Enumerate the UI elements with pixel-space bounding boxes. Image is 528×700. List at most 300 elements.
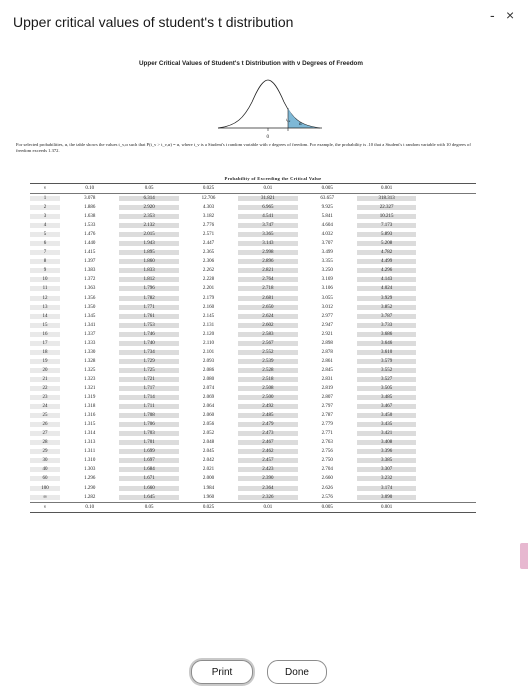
window-title: Upper critical values of student's t distribution (13, 14, 294, 30)
critical-value-cell: 1.330 (84, 349, 96, 355)
table-row (30, 257, 476, 266)
df-cell: 19 (30, 359, 60, 364)
critical-value-cell: 2.787 (321, 413, 333, 419)
table-row (30, 411, 476, 420)
alpha-footer: 0.05 (144, 504, 154, 510)
critical-value-cell: 3.929 (357, 296, 416, 301)
critical-value-cell: 4.541 (238, 214, 297, 219)
column-header-row (30, 184, 476, 193)
critical-value-cell: 1.771 (119, 305, 178, 310)
alpha-header: 0.05 (144, 186, 154, 191)
critical-value-cell: 4.604 (321, 223, 333, 229)
critical-value-cell: 3.307 (357, 467, 416, 472)
critical-value-cell: 1.812 (119, 277, 178, 282)
critical-value-cell: 1.645 (119, 495, 178, 500)
critical-value-cell: 2.998 (238, 250, 297, 255)
critical-value-cell: 2.101 (202, 349, 215, 355)
alpha-header: 0.001 (381, 186, 393, 191)
df-header: ν (43, 186, 47, 191)
critical-value-cell: 1.328 (84, 358, 96, 364)
critical-value-cell: 1.533 (84, 223, 96, 229)
table-row (30, 321, 476, 330)
critical-value-cell: 2.845 (321, 367, 333, 373)
critical-value-cell: 2.060 (202, 413, 215, 419)
critical-value-cell: 1.701 (119, 440, 178, 445)
density-curve (218, 80, 320, 128)
critical-value-cell: 2.000 (202, 476, 215, 482)
shaded-tail-area (288, 108, 320, 128)
critical-value-cell: 2.086 (202, 367, 215, 373)
table-row (30, 221, 476, 230)
df-cell: 2 (30, 205, 60, 210)
df-cell: 3 (30, 214, 60, 219)
critical-value-cell: 2.045 (202, 449, 215, 455)
critical-value-cell: 2.704 (321, 467, 333, 473)
critical-value-cell: 1.706 (119, 422, 178, 427)
table-rule-bottom (30, 512, 476, 513)
critical-value-cell: 2.508 (238, 386, 297, 391)
table-row (30, 230, 476, 239)
df-cell: 21 (30, 377, 60, 382)
critical-value-cell: 3.169 (321, 277, 333, 283)
critical-value-cell: 3.232 (357, 476, 416, 481)
t-table (30, 176, 476, 513)
critical-value-cell: 1.697 (119, 458, 178, 463)
alpha-footer: 0.10 (85, 504, 95, 510)
table-row (30, 266, 476, 275)
critical-value-cell: 2.500 (238, 395, 297, 400)
critical-value-cell: 2.750 (321, 458, 333, 464)
critical-value-cell: 6.965 (238, 205, 297, 210)
critical-value-cell: 1.734 (119, 350, 178, 355)
critical-value-cell: 2.052 (202, 431, 215, 437)
critical-value-cell: 2.921 (321, 331, 333, 337)
critical-value-cell: 1.372 (84, 277, 96, 283)
document-title: Upper Critical Values of Student's t Distribution with ν Degrees of Freedom (138, 60, 364, 67)
df-cell: 60 (30, 476, 60, 481)
critical-value-cell: 3.365 (238, 232, 297, 237)
critical-value-cell: 2.093 (202, 358, 215, 364)
critical-value-cell: 3.385 (357, 458, 416, 463)
critical-value-cell: 2.920 (119, 205, 178, 210)
critical-value-cell: 2.462 (238, 449, 297, 454)
critical-value-cell: 3.527 (357, 377, 416, 382)
critical-value-cell: 1.796 (119, 286, 178, 291)
critical-value-cell: 2.718 (238, 286, 297, 291)
critical-value-cell: 3.646 (357, 341, 416, 346)
table-row (30, 212, 476, 221)
critical-value-cell: 2.776 (202, 223, 215, 229)
critical-value-cell: 318.313 (357, 196, 416, 201)
critical-value-cell: 2.571 (202, 232, 215, 238)
critical-value-cell: 4.303 (202, 205, 215, 211)
critical-value-cell: 3.707 (321, 241, 333, 247)
critical-value-cell: 4.499 (357, 259, 416, 264)
critical-value-cell: 1.325 (84, 367, 96, 373)
done-button[interactable]: Done (267, 660, 327, 684)
critical-value-cell: 2.326 (238, 495, 297, 500)
critical-value-cell: 2.306 (202, 259, 215, 265)
critical-value-cell: 2.576 (321, 494, 333, 500)
critical-value-cell: 1.319 (84, 395, 96, 401)
critical-value-cell: 2.650 (238, 305, 297, 310)
df-cell: 40 (30, 467, 60, 472)
alpha-header: 0.01 (263, 186, 273, 191)
critical-value-cell: 3.747 (238, 223, 297, 228)
critical-value-cell: 2.056 (202, 422, 215, 428)
critical-value-cell: 2.763 (321, 440, 333, 446)
intro-text: For selected probabilities, α, the table shows the values t_ν,α such that P(t_ν > t_ν,α) = α, where t_ν is a Student's t random variable with ν degrees of freedom. For example, the probability is .10 that a Student's t random variable with 10 degrees of freedom exceeds 1.372. (16, 142, 471, 153)
table-row (30, 420, 476, 429)
critical-value-cell: 1.313 (84, 440, 96, 446)
df-cell: 4 (30, 223, 60, 228)
df-cell: 6 (30, 241, 60, 246)
critical-value-cell: 3.686 (357, 332, 416, 337)
critical-value-cell: 2.485 (238, 413, 297, 418)
critical-value-cell: 1.383 (84, 268, 96, 274)
critical-value-cell: 1.860 (119, 259, 178, 264)
critical-value-cell: 2.861 (321, 358, 333, 364)
df-cell: 8 (30, 259, 60, 264)
critical-value-cell: 1.310 (84, 458, 96, 464)
critical-value-cell: 2.015 (119, 232, 178, 237)
critical-value-cell: 7.173 (357, 223, 416, 228)
side-scroll-tab[interactable] (520, 543, 528, 569)
df-cell: 20 (30, 368, 60, 373)
critical-value-cell: 1.350 (84, 304, 96, 310)
critical-value-cell: 1.296 (84, 476, 96, 482)
alpha-footer: 0.025 (202, 504, 215, 510)
critical-value-cell: 1.397 (84, 259, 96, 265)
df-cell: 28 (30, 440, 60, 445)
critical-value-cell: 12.706 (201, 196, 216, 202)
critical-value-cell: 2.064 (202, 404, 215, 410)
critical-value-cell: 2.626 (321, 485, 333, 491)
df-cell: 18 (30, 350, 60, 355)
critical-value-cell: 1.782 (119, 296, 178, 301)
df-cell: 17 (30, 341, 60, 346)
critical-value-cell: 2.179 (202, 295, 215, 301)
critical-value-cell: 2.447 (202, 241, 215, 247)
alpha-footer: 0.01 (263, 504, 273, 510)
alpha-footer: 0.001 (381, 504, 393, 510)
critical-value-cell: 5.208 (357, 241, 416, 246)
critical-value-cell: 2.457 (238, 458, 297, 463)
critical-value-cell: 2.145 (202, 313, 215, 319)
critical-value-cell: 2.779 (321, 422, 333, 428)
critical-value-cell: 1.356 (84, 295, 96, 301)
critical-value-cell: 1.943 (119, 241, 178, 246)
critical-value-cell: 3.012 (321, 304, 333, 310)
critical-value-cell: 3.421 (357, 431, 416, 436)
critical-value-cell: 3.355 (321, 259, 333, 265)
critical-value-cell: 1.833 (119, 268, 178, 273)
critical-value-cell: 2.467 (238, 440, 297, 445)
critical-value-cell: 1.753 (119, 323, 178, 328)
critical-value-cell: 1.886 (84, 205, 96, 211)
table-row (30, 194, 476, 203)
table-row (30, 284, 476, 293)
critical-value-cell: 2.120 (202, 331, 215, 337)
critical-value-cell: 2.021 (202, 467, 215, 473)
critical-value-cell: 63.657 (320, 196, 335, 202)
critical-value-cell: 2.977 (321, 313, 333, 319)
critical-value-cell: 3.450 (357, 413, 416, 418)
df-cell: 9 (30, 268, 60, 273)
critical-value-cell: 1.960 (202, 494, 215, 500)
table-row (30, 312, 476, 321)
critical-value-cell: 1.714 (119, 395, 178, 400)
table-row (30, 429, 476, 438)
critical-value-cell: 2.423 (238, 467, 297, 472)
critical-value-label: $t_{\nu,\alpha}$ (286, 118, 291, 123)
critical-value-cell: 2.353 (119, 214, 178, 219)
critical-value-cell: 1.303 (84, 467, 96, 473)
table-row (30, 456, 476, 465)
critical-value-cell: 2.110 (202, 340, 215, 346)
df-cell: 10 (30, 277, 60, 282)
table-row (30, 474, 476, 483)
df-cell: 1 (30, 196, 60, 201)
critical-value-cell: 2.364 (238, 486, 297, 491)
critical-value-cell: 1.314 (84, 431, 96, 437)
critical-value-cell: 1.984 (202, 485, 215, 491)
table-row (30, 339, 476, 348)
critical-value-cell: 3.579 (357, 359, 416, 364)
critical-value-cell: 2.552 (238, 350, 297, 355)
critical-value-cell: 2.131 (202, 322, 215, 328)
df-cell: 15 (30, 323, 60, 328)
critical-value-cell: 1.638 (84, 214, 96, 220)
critical-value-cell: 3.106 (321, 286, 333, 292)
critical-value-cell: 2.896 (238, 259, 297, 264)
t-distribution-figure (216, 68, 326, 140)
table-row (30, 203, 476, 212)
table-row (30, 384, 476, 393)
alpha-header: 0.10 (85, 186, 95, 191)
critical-value-cell: 2.528 (238, 368, 297, 373)
critical-value-cell: 2.492 (238, 404, 297, 409)
critical-value-cell: 1.717 (119, 386, 178, 391)
critical-value-cell: 2.080 (202, 376, 215, 382)
critical-value-cell: 1.315 (84, 422, 96, 428)
critical-value-cell: 3.090 (357, 495, 416, 500)
critical-value-cell: 2.660 (321, 476, 333, 482)
critical-value-cell: 2.074 (202, 386, 215, 391)
critical-value-cell: 2.048 (202, 440, 215, 446)
df-cell: 23 (30, 395, 60, 400)
table-row (30, 330, 476, 339)
critical-value-cell: 2.583 (238, 332, 297, 337)
critical-value-cell: 2.567 (238, 341, 297, 346)
critical-value-cell: 3.505 (357, 386, 416, 391)
table-row (30, 239, 476, 248)
critical-value-cell: 1.323 (84, 376, 96, 382)
critical-value-cell: 4.296 (357, 268, 416, 273)
critical-value-cell: 9.925 (321, 205, 333, 211)
critical-value-cell: 2.539 (238, 359, 297, 364)
table-row (30, 402, 476, 411)
critical-value-cell: 5.841 (321, 214, 333, 220)
critical-value-cell: 2.228 (202, 277, 215, 283)
critical-value-cell: 3.174 (357, 486, 416, 491)
df-cell: 16 (30, 332, 60, 337)
critical-value-cell: 1.415 (84, 250, 96, 256)
df-cell: 29 (30, 449, 60, 454)
critical-value-cell: 10.215 (357, 214, 416, 219)
critical-value-cell: 3.499 (321, 250, 333, 256)
critical-value-cell: 2.518 (238, 377, 297, 382)
critical-value-cell: 22.327 (357, 205, 416, 210)
critical-value-cell: 1.703 (119, 431, 178, 436)
df-cell: 5 (30, 232, 60, 237)
critical-value-cell: 2.797 (321, 404, 333, 410)
minimize-icon[interactable]: - (490, 7, 495, 23)
critical-value-cell: 2.807 (321, 395, 333, 401)
close-icon[interactable]: × (506, 7, 515, 23)
critical-value-cell: 31.821 (238, 196, 297, 201)
table-row (30, 366, 476, 375)
probability-header: Probability of Exceeding the Critical Value (224, 176, 322, 181)
df-cell: 24 (30, 404, 60, 409)
critical-value-cell: 2.069 (202, 395, 215, 401)
alpha-footer: 0.005 (321, 504, 333, 510)
critical-value-cell: 1.721 (119, 377, 178, 382)
critical-value-cell: 2.898 (321, 340, 333, 346)
critical-value-cell: 1.318 (84, 404, 96, 410)
critical-value-cell: 2.947 (321, 322, 333, 328)
critical-value-cell: 2.756 (321, 449, 333, 455)
critical-value-cell: 1.337 (84, 331, 96, 337)
critical-value-cell: 3.143 (238, 241, 297, 246)
df-cell: ∞ (30, 495, 60, 500)
zero-label: 0 (266, 135, 269, 140)
df-cell: 12 (30, 296, 60, 301)
critical-value-cell: 1.345 (84, 313, 96, 319)
critical-value-cell: 1.708 (119, 413, 178, 418)
critical-value-cell: 1.282 (84, 494, 96, 500)
df-cell: 30 (30, 458, 60, 463)
df-cell: 14 (30, 314, 60, 319)
table-row (30, 348, 476, 357)
critical-value-cell: 4.143 (357, 277, 416, 282)
critical-value-cell: 3.055 (321, 295, 333, 301)
critical-value-cell: 1.440 (84, 241, 96, 247)
critical-value-cell: 1.671 (119, 476, 178, 481)
print-button[interactable]: Print (191, 660, 253, 684)
table-row (30, 393, 476, 402)
table-row (30, 375, 476, 384)
df-cell: 100 (30, 486, 60, 491)
critical-value-cell: 5.893 (357, 232, 416, 237)
critical-value-cell: 3.435 (357, 422, 416, 427)
table-row (30, 248, 476, 257)
critical-value-cell: 3.078 (84, 196, 96, 202)
df-cell: 13 (30, 305, 60, 310)
critical-value-cell: 2.479 (238, 422, 297, 427)
critical-value-cell: 3.467 (357, 404, 416, 409)
critical-value-cell: 2.819 (321, 386, 333, 391)
table-row (30, 484, 476, 493)
critical-value-cell: 2.132 (119, 223, 178, 228)
critical-value-cell: 3.396 (357, 449, 416, 454)
critical-value-cell: 6.314 (119, 196, 178, 201)
critical-value-cell: 1.321 (84, 386, 96, 391)
critical-value-cell: 1.761 (119, 314, 178, 319)
critical-value-cell: 1.725 (119, 368, 178, 373)
critical-value-cell: 1.363 (84, 286, 96, 292)
df-cell: 22 (30, 386, 60, 391)
critical-value-cell: 3.250 (321, 268, 333, 274)
table-row (30, 357, 476, 366)
critical-value-cell: 2.821 (238, 268, 297, 273)
critical-value-cell: 2.365 (202, 250, 215, 256)
critical-value-cell: 1.333 (84, 340, 96, 346)
critical-value-cell: 2.160 (202, 304, 215, 310)
critical-value-cell: 1.746 (119, 332, 178, 337)
critical-value-cell: 1.290 (84, 485, 96, 491)
critical-value-cell: 2.771 (321, 431, 333, 437)
df-cell: 25 (30, 413, 60, 418)
critical-value-cell: 3.408 (357, 440, 416, 445)
critical-value-cell: 3.852 (357, 305, 416, 310)
critical-value-cell: 4.024 (357, 286, 416, 291)
critical-value-cell: 1.660 (119, 486, 178, 491)
critical-value-cell: 1.316 (84, 413, 96, 419)
critical-value-cell: 2.262 (202, 268, 215, 274)
df-cell: 27 (30, 431, 60, 436)
critical-value-cell: 1.684 (119, 467, 178, 472)
critical-value-cell: 1.740 (119, 341, 178, 346)
critical-value-cell: 3.733 (357, 323, 416, 328)
table-row (30, 294, 476, 303)
critical-value-cell: 2.390 (238, 476, 297, 481)
critical-value-cell: 3.182 (202, 214, 215, 220)
alpha-header: 0.025 (202, 186, 215, 191)
critical-value-cell: 1.895 (119, 250, 178, 255)
critical-value-cell: 2.681 (238, 296, 297, 301)
critical-value-cell: 1.311 (84, 449, 96, 455)
critical-value-cell: 1.476 (84, 232, 96, 238)
table-row (30, 493, 476, 502)
table-row (30, 303, 476, 312)
alpha-label: α (299, 122, 302, 127)
critical-value-cell: 4.782 (357, 250, 416, 255)
critical-value-cell: 4.032 (321, 232, 333, 238)
table-row (30, 275, 476, 284)
critical-value-cell: 2.764 (238, 277, 297, 282)
critical-value-cell: 2.602 (238, 323, 297, 328)
df-footer: ν (43, 504, 47, 510)
table-body (30, 194, 476, 502)
column-footer-row (30, 503, 476, 512)
critical-value-cell: 3.787 (357, 314, 416, 319)
critical-value-cell: 2.042 (202, 458, 215, 464)
df-cell: 7 (30, 250, 60, 255)
critical-value-cell: 1.711 (119, 404, 178, 409)
critical-value-cell: 2.201 (202, 286, 215, 292)
critical-value-cell: 1.341 (84, 322, 96, 328)
critical-value-cell: 1.729 (119, 359, 178, 364)
critical-value-cell: 2.831 (321, 376, 333, 382)
critical-value-cell: 3.552 (357, 368, 416, 373)
alpha-header: 0.005 (321, 186, 333, 191)
critical-value-cell: 2.624 (238, 314, 297, 319)
critical-value-cell: 3.485 (357, 395, 416, 400)
table-row (30, 447, 476, 456)
critical-value-cell: 1.699 (119, 449, 178, 454)
df-cell: 26 (30, 422, 60, 427)
